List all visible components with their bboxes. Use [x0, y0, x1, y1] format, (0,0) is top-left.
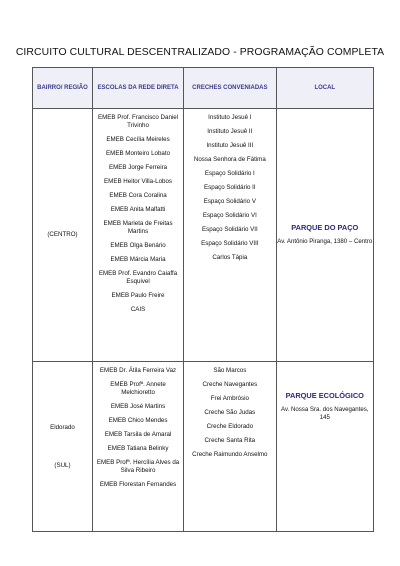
region-label: Eldorado [50, 423, 75, 431]
place-address: Av. Antônio Piranga, 1380 – Centro [277, 238, 373, 245]
creches-list [184, 362, 275, 459]
table-row [33, 109, 374, 362]
list-item: EMEB Profª. Hercília Alves da Silva Ribeiro [96, 459, 180, 474]
schools-cell [92, 109, 183, 362]
list-item: Nossa Senhora de Fátima [193, 156, 266, 163]
header-row [33, 68, 374, 109]
header-escolas: ESCOLAS DA REDE DIRETA [92, 68, 183, 109]
list-item: Espaço Solidário VIII [201, 240, 259, 247]
local-cell [276, 362, 373, 532]
list-item: EMEB Marieta de Freitas Martins [103, 220, 173, 235]
place-name: PARQUE ECOLÓGICO [285, 391, 364, 400]
schools-list [93, 362, 183, 489]
list-item: EMEB Anita Malfatti [110, 206, 166, 213]
list-item: Creche São Judas [204, 409, 256, 416]
list-item: EMEB Prof. Evandro Caiaffa Esquivel [98, 270, 178, 285]
list-item: Instituto Jesuê II [207, 128, 253, 135]
list-item: EMEB Monteiro Lobato [106, 150, 171, 157]
schools-cell [92, 362, 183, 532]
list-item: Espaço Solidário II [204, 184, 256, 191]
local-cell [276, 109, 373, 362]
list-item: Carlos Tápia [212, 254, 248, 261]
region-cell [33, 109, 93, 362]
list-item: EMEB Paulo Freire [111, 292, 165, 299]
list-item: EMEB Chico Mendes [108, 417, 168, 424]
table-row [33, 362, 374, 532]
schools-list [93, 109, 183, 314]
program-table [32, 67, 374, 532]
list-item: Espaço Solidário VII [201, 226, 258, 233]
list-item: Creche Santa Rita [204, 437, 256, 444]
list-item: EMEB Cecília Meireles [106, 136, 170, 143]
list-item: Instituto Jesuê III [206, 142, 254, 149]
list-item: CAIS [130, 306, 146, 313]
header-local: LOCAL [276, 68, 373, 109]
list-item: EMEB Tatiana Belinky [107, 445, 169, 452]
list-item: Creche Navegantes [202, 381, 258, 388]
list-item: Espaço Solidário VI [202, 212, 257, 219]
list-item: EMEB José Martins [110, 403, 166, 410]
page-title: CIRCUITO CULTURAL DESCENTRALIZADO - PROGRAMAÇÃO COMPLETA [15, 47, 385, 58]
list-item: São Marcos [213, 367, 247, 374]
place-name: PARQUE DO PAÇO [291, 223, 359, 232]
region-cell [33, 362, 93, 532]
list-item: Espaço Solidário V [203, 198, 256, 205]
creches-list [184, 109, 275, 262]
list-item: EMEB Profª. Annete Melchioretto [110, 381, 166, 396]
place-address: Av. Nossa Sra. dos Navegantes, 145 [281, 406, 369, 421]
list-item: Creche Eldorado [206, 423, 254, 430]
region-label: (CENTRO) [47, 231, 78, 238]
list-item: EMEB Dr. Átila Ferreira Vaz [99, 367, 177, 374]
creches-cell [184, 362, 276, 532]
list-item: EMEB Prof. Francisco Daniel Trivinho [97, 114, 179, 129]
list-item: Espaço Solidário I [204, 170, 255, 177]
list-item: EMEB Tarsila de Amaral [104, 431, 172, 438]
list-item: EMEB Florestan Fernandes [99, 481, 177, 488]
header-creches: CRECHES CONVENIADAS [184, 68, 276, 109]
list-item: EMEB Olga Benário [110, 242, 166, 249]
list-item: EMEB Márcia Maria [110, 256, 166, 263]
list-item: EMEB Cora Coralina [109, 192, 167, 199]
header-bairro: BAIRRO/ REGIÃO [33, 68, 93, 109]
creches-cell [184, 109, 276, 362]
region-sublabel: (SUL) [54, 461, 71, 469]
list-item: Instituto Jesuê I [208, 114, 252, 121]
list-item: Creche Raimundo Anselmo [192, 451, 268, 458]
list-item: EMEB Heitor Villa-Lobos [104, 178, 173, 185]
list-item: EMEB Jorge Ferreira [108, 164, 168, 171]
list-item: Frei Ambrósio [210, 395, 249, 402]
